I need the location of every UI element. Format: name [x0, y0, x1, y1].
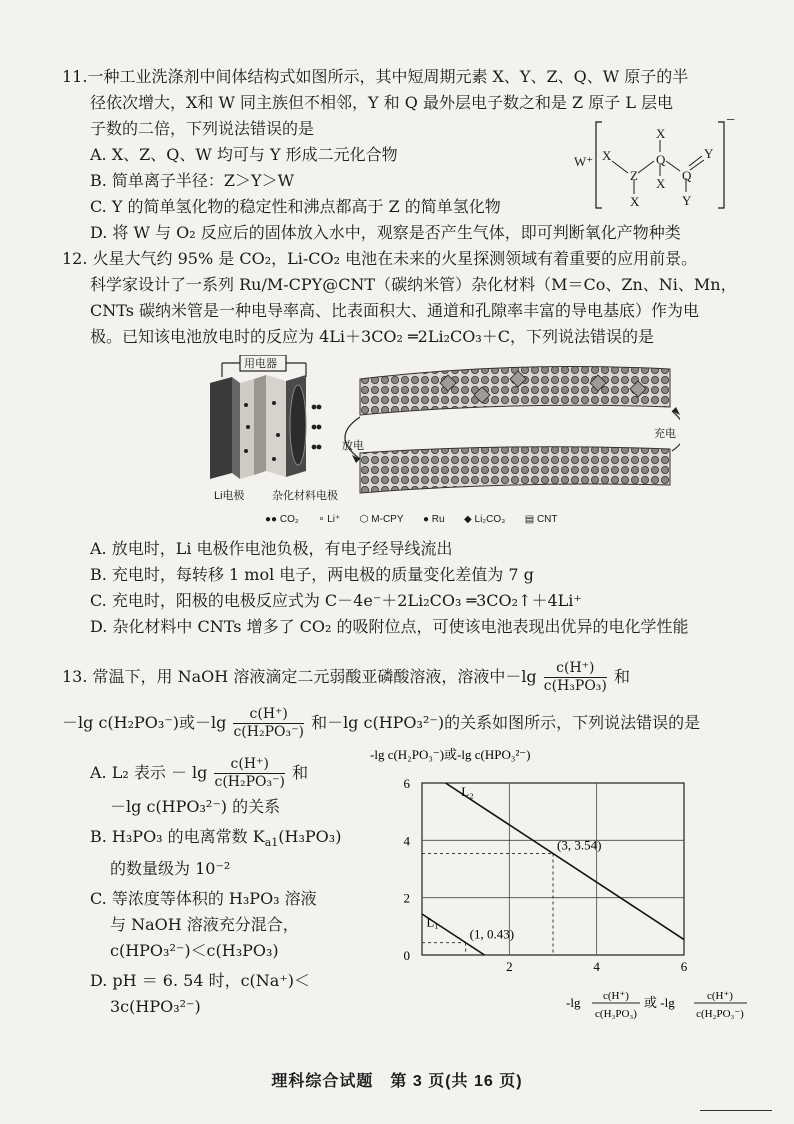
x-label-or: 或 -lg — [644, 995, 675, 1010]
q11-structure-formula — [574, 112, 740, 209]
struct-y-right: Y — [704, 146, 714, 161]
frac-h-over-h3po3: $\frac{c(H^+)}{\text{c(H₃PO₃)}}$ — [543, 660, 607, 694]
q12-battery-figure — [210, 355, 680, 535]
q13-option-a-line-1: A. L₂ 表示 － lg $\frac{c(H^+)}{\text{c(H₂PO₃⁻)}}$ 和 — [90, 756, 309, 790]
q13-stem-line-2: －lg c(H₂PO₃⁻)或－lg $\frac{c(H^+)}{\text{c(H₂PO₃⁻)}}$ 和－lg c(HPO₃²⁻)的关系如图所示，下列说法错误的是 — [62, 706, 701, 740]
footer-rule — [700, 1110, 772, 1111]
q11-stem-line-2: 径依次增大，X和 W 同主族但不相邻，Y 和 Q 最外层电子数之和是 Z 原子 L 层电 — [90, 93, 674, 112]
series-line-0 — [446, 783, 684, 940]
plot-frame — [422, 783, 684, 955]
q13-option-a-line-2: －lg c(HPO₃²⁻) 的关系 — [110, 797, 281, 816]
y-tick-0: 0 — [403, 948, 410, 963]
q11-stem-line-1: 11.一种工业洗涤剂中间体结构式如图所示，其中短周期元素 X、Y、Z、Q、W 原子的半 — [62, 67, 689, 86]
q12-figure-legend — [265, 514, 558, 525]
legend-co2: ●● CO₂ — [265, 514, 299, 525]
q12-stem-line-2: 科学家设计了一系列 Ru/M-CPY@CNT（碳纳米管）杂化材料（M＝Co、Zn、Ni、Mn， — [90, 275, 737, 294]
struct-charge: − — [726, 112, 736, 129]
x-label-frac2-num: c(H⁺) — [707, 990, 733, 1002]
q13-option-d-line-1: D. pH ＝ 6. 54 时，c(Na⁺)＜ — [90, 971, 311, 991]
x-label-frac2-den: c(H₂PO₃⁻) — [696, 1008, 744, 1020]
frac-h-over-h2po3: $\frac{c(H^+)}{\text{c(H₂PO₃⁻)}}$ — [233, 706, 304, 740]
q13-option-c-line-2: 与 NaOH 溶液充分混合， — [110, 915, 299, 935]
charge-label: 充电 — [654, 428, 676, 440]
struct-q-2: Q — [682, 168, 692, 183]
discharge-label: 放电 — [342, 440, 364, 452]
struct-q-1: Q — [656, 152, 666, 167]
q12-options — [62, 536, 762, 640]
q13-stem-line-1: 13. 常温下，用 NaOH 溶液滴定二元弱酸亚磷酸溶液，溶液中－lg $\frac{c(H^+)}{\text{c(H₃PO₃)}}$ 和 — [62, 660, 630, 694]
q11-stem-line-3: 子数的二倍，下列说法错误的是 — [90, 119, 315, 138]
x-tick-6: 6 — [680, 959, 688, 974]
question-13 — [62, 654, 762, 746]
x-tick-2: 2 — [506, 959, 513, 974]
q12-stem-line-3: CNTs 碳纳米管是一种电导率高、比表面积大、通道和孔隙率丰富的导电基底）作为电 — [90, 301, 700, 320]
x-label-prefix: -lg — [566, 995, 581, 1010]
q13-option-c-line-3: c(HPO₃²⁻)＜c(H₃PO₃) — [110, 941, 279, 961]
struct-y-below: Y — [682, 193, 692, 208]
legend-ru: ● Ru — [422, 514, 445, 525]
legend-cnt: ▤ CNT — [524, 514, 558, 525]
y-tick-2: 2 — [403, 890, 410, 906]
frac-a: $\frac{c(H^+)}{\text{c(H₂PO₃⁻)}}$ — [214, 756, 285, 790]
device-label: 用电器 — [244, 358, 277, 370]
q11-option-a: A. X、Z、Q、W 均可与 Y 形成二元化合物 — [90, 145, 398, 164]
q13-options — [62, 752, 362, 1020]
q11-option-c: C. Y 的简单氢化物的稳定性和沸点都高于 Z 的简单氢化物 — [90, 197, 501, 216]
legend-li2co3: ◆ Li₂CO₃ — [464, 514, 506, 525]
q13-option-d-line-2: 3c(HPO₃²⁻) — [110, 997, 201, 1017]
q12-stem-line-1: 12. 火星大气约 95% 是 CO₂，Li-CO₂ 电池在未来的火星探测领域有着重要的应用前景。 — [62, 249, 698, 268]
struct-x-left: X — [602, 148, 612, 163]
struct-x-below-z: X — [630, 194, 640, 209]
chart-svg — [370, 745, 750, 1030]
struct-x-below-q: X — [656, 176, 666, 191]
annotation-label-0: (3, 3.54) — [557, 837, 602, 853]
y-axis-label: -lg c(H₂PO₃⁻)或-lg c(HPO₃²⁻) — [370, 747, 531, 762]
q11-option-d: D. 将 W 与 O₂ 反应后的固体放入水中，观察是否产生气体，即可判断氧化产物种类 — [90, 223, 681, 242]
legend-li: ∘ Li⁺ — [318, 514, 341, 525]
struct-w: W⁺ — [574, 154, 594, 169]
x-label-frac1-num: c(H⁺) — [603, 990, 629, 1002]
struct-z: Z — [630, 168, 638, 183]
y-tick-6: 6 — [403, 776, 410, 791]
q13-chart — [370, 745, 750, 1030]
x-tick-4: 4 — [593, 959, 600, 974]
annotation-label-1: (1, 0.43) — [469, 926, 515, 942]
q13-option-c-line-1: C. 等浓度等体积的 H₃PO₃ 溶液 — [90, 889, 317, 909]
struct-x-top: X — [656, 126, 666, 141]
series-label-l2: L₂ — [461, 783, 474, 799]
x-label-frac1-den: c(H₃PO₃) — [595, 1008, 637, 1020]
q12-option-b: B. 充电时，每转移 1 mol 电子，两电极的质量变化差值为 7 g — [90, 565, 534, 584]
q11-option-b: B. 简单离子半径：Z＞Y＞W — [90, 171, 295, 190]
page-footer: 理科综合试题 第 3 页(共 16 页) — [271, 1073, 523, 1090]
hybrid-electrode-label: 杂化材料电极 — [272, 490, 338, 502]
q12-option-a: A. 放电时，Li 电极作电池负极，有电子经导线流出 — [90, 539, 453, 558]
q12-stem-line-4: 极。已知该电池放电时的反应为 4Li＋3CO₂ ═2Li₂CO₃＋C，下列说法错误的是 — [90, 327, 655, 346]
li-electrode-label: Li电极 — [214, 490, 245, 502]
question-12 — [62, 246, 762, 350]
q12-option-d: D. 杂化材料中 CNTs 增多了 CO₂ 的吸附位点，可使该电池表现出优异的电化学性能 — [90, 617, 689, 636]
y-tick-4: 4 — [403, 833, 410, 849]
series-label-l1: L₁ — [426, 914, 439, 930]
q12-option-c: C. 充电时，阳极的电极反应式为 C－4e⁻＋2Li₂CO₃ ═3CO₂↑＋4Li⁺ — [90, 591, 582, 610]
q13-option-b-line-1: B. H₃PO₃ 的电离常数 $K_{a1}(H_3PO_3)$ — [90, 827, 342, 850]
legend-mcpy: ⬡ M-CPY — [359, 514, 404, 525]
q13-option-b-line-2: 的数量级为 10⁻² — [110, 859, 231, 879]
